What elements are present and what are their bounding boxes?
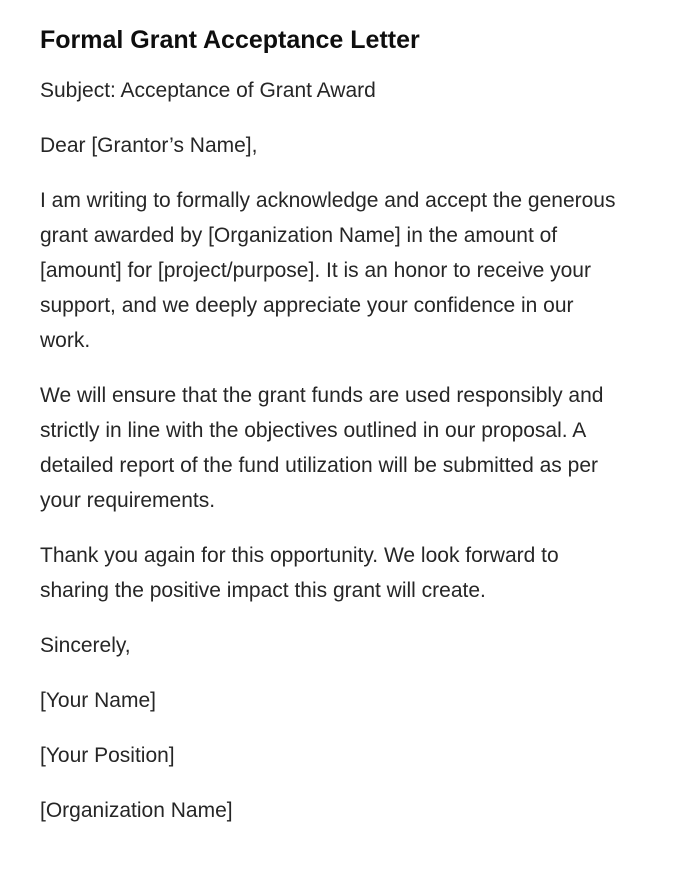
closing: Sincerely, — [40, 634, 131, 657]
signature-name: [Your Name] — [40, 689, 156, 712]
signature-position: [Your Position] — [40, 744, 175, 767]
body-paragraph-1: I am writing to formally acknowledge and accept the generous grant awarded by [Organization Name] in the amount of [amount] for [project/purpose]. It is an honor to receive your support, and we deeply appreciate your confidence in our work. — [40, 189, 616, 352]
body-paragraph-3: Thank you again for this opportunity. We look forward to sharing the positive impact this grant will create. — [40, 544, 559, 602]
salutation: Dear [Grantor’s Name], — [40, 134, 258, 157]
page-title: Formal Grant Acceptance Letter — [40, 26, 420, 54]
subject-line: Subject: Acceptance of Grant Award — [40, 79, 376, 102]
signature-organization: [Organization Name] — [40, 799, 233, 822]
body-paragraph-2: We will ensure that the grant funds are used responsibly and strictly in line with the objectives outlined in our proposal. A detailed report of the fund utilization will be submitted as per your requirements. — [40, 384, 604, 512]
